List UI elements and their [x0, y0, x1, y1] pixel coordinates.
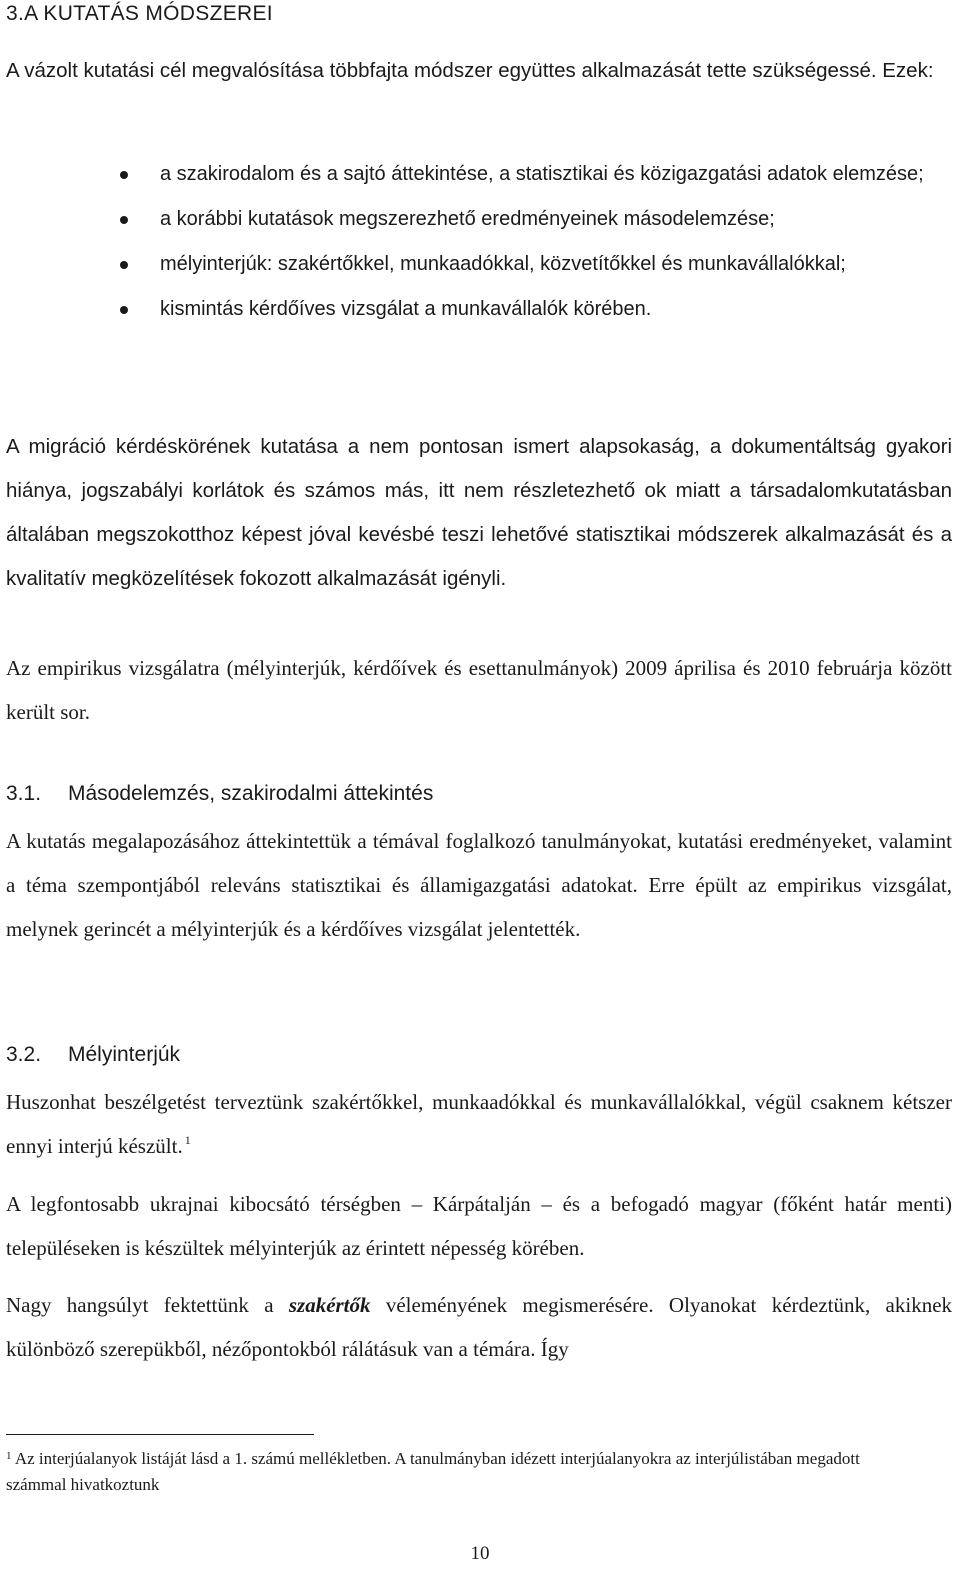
footnote	[6, 1446, 906, 1498]
section-3-1-heading	[6, 782, 433, 806]
list-item: a korábbi kutatások megszerezhető eredményeinek másodelemzése;	[108, 197, 952, 242]
section-title: Mélyinterjúk	[68, 1043, 181, 1066]
list-item: a szakirodalom és a sajtó áttekintése, a statisztikai és közigazgatási adatok elemzése;	[108, 152, 952, 197]
section-3-2-paragraph-3: Nagy hangsúlyt fektettünk a szakértők véleményének megismerésére. Olyanokat kérdeztünk, akiknek különböző szerepükből, nézőpontokból rálátásuk van a témára. Így	[6, 1293, 953, 1361]
section-3-1-text: A kutatás megalapozásához áttekintettük a témával foglalkozó tanulmányokat, kutatási eredményeket, valamint a téma szempontjából releváns statisztikai és államigazgatási adatokat. Erre épült az empirikus vizsgálat, melynek gerincét a mélyinterjúk és a kérdőíves vizsgálat jelentették.	[6, 829, 952, 941]
method-bullet-list	[108, 152, 952, 332]
section-number: 3.1.	[6, 782, 42, 805]
section-3-2-paragraph-2: A legfontosabb ukrajnai kibocsátó térségben – Kárpátalján – és a befogadó magyar (főként határ menti) településeken is készültek mélyinterjúk az érintett népesség körében.	[6, 1192, 952, 1260]
chapter-title: A KUTATÁS MÓDSZEREI	[24, 2, 273, 25]
section-number: 3.2.	[6, 1043, 42, 1066]
page-number: 10	[470, 1543, 490, 1564]
bullet-dot	[120, 171, 128, 179]
footnote-mark: 1	[6, 1450, 12, 1462]
bullet-dot	[120, 261, 128, 269]
emphasis-experts: szakértők	[288, 1293, 371, 1317]
section-3-2-heading	[6, 1043, 180, 1067]
chapter-heading	[6, 2, 273, 26]
section-title: Másodelemzés, szakirodalmi áttekintés	[68, 782, 434, 805]
bullet-dot	[120, 216, 128, 224]
list-item: kismintás kérdőíves vizsgálat a munkavállalók körében.	[108, 287, 952, 332]
footnote-divider	[6, 1434, 314, 1435]
footnote-text: Az interjúalanyok listáját lásd a 1. számú mellékletben. A tanulmányban idézett interjúalanyokra az interjúlistában megadott számmal hivatkoztunk	[6, 1449, 860, 1494]
chapter-number: 3.	[6, 2, 25, 25]
migration-paragraph: A migráció kérdéskörének kutatása a nem pontosan ismert alapsokaság, a dokumentáltság gyakori hiánya, jogszabályi korlátok és számos más, itt nem részletezhető ok miatt a társadalomkutatásban általában megszokotthoz képest jóval kevésbé teszi lehetővé statisztikai módszerek alkalmazását és a kvalitatív megközelítések fokozott alkalmazását igényli.	[6, 435, 952, 590]
list-item: mélyinterjúk: szakértőkkel, munkaadókkal, közvetítőkkel és munkavállalókkal;	[108, 242, 952, 287]
bullet-dot	[120, 306, 128, 314]
footnote-reference[interactable]: 1	[184, 1133, 191, 1147]
section-3-2-paragraph-1: Huszonhat beszélgetést terveztünk szakértőkkel, munkaadókkal és munkavállalókkal, végül csaknem kétszer ennyi interjú készült. $^1$	[6, 1090, 952, 1158]
intro-paragraph: A vázolt kutatási cél megvalósítása többfajta módszer együttes alkalmazását tette szükségessé. Ezek:	[6, 59, 934, 82]
empirical-paragraph: Az empirikus vizsgálatra (mélyinterjúk, kérdőívek és esettanulmányok) 2009 áprilisa és 2010 februárja között került sor.	[6, 656, 952, 724]
